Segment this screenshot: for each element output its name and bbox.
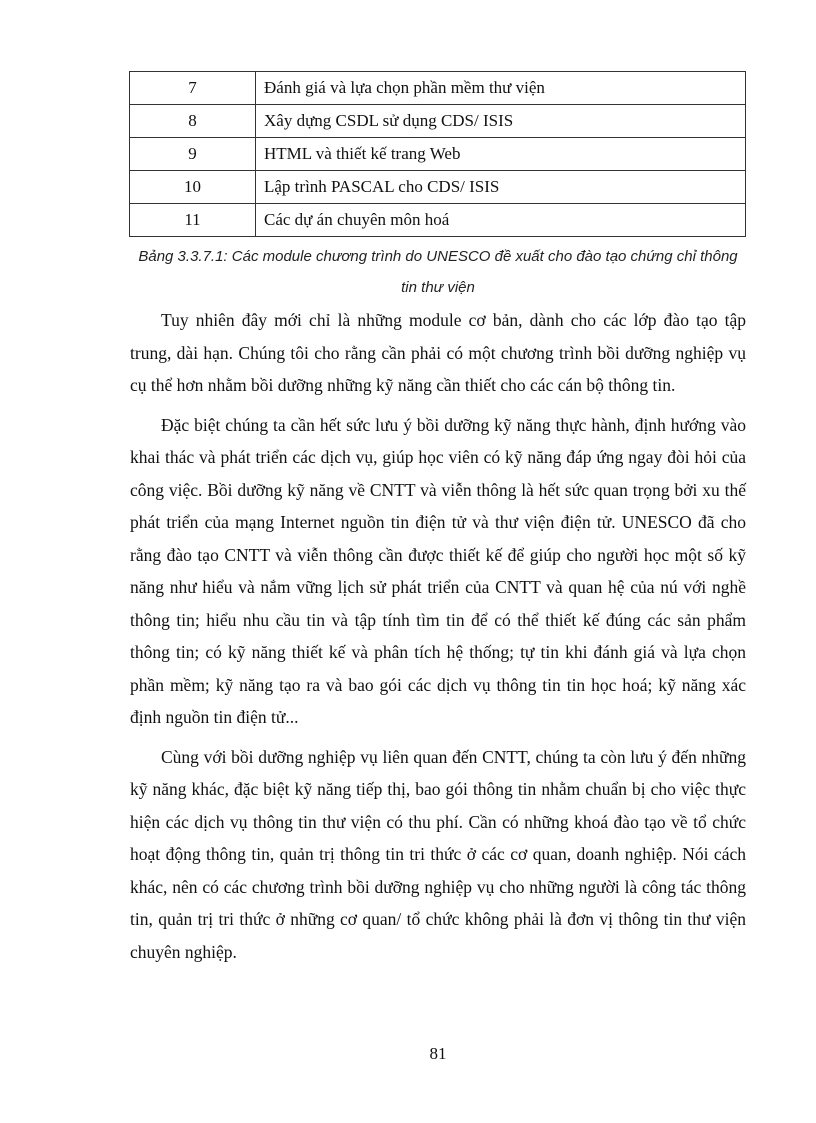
row-number: 10	[130, 171, 256, 204]
table-row	[130, 105, 746, 138]
row-number: 9	[130, 138, 256, 171]
paragraph: Đặc biệt chúng ta cần hết sức lưu ý bồi dưỡng kỹ năng thực hành, định hướng vào khai thác và phát triển các dịch vụ, giúp học viên có kỹ năng đáp ứng ngay đòi hỏi của công việc. Bồi dưỡng kỹ năng về CNTT và viễn thông là hết sức quan trọng bởi xu thế phát triển của mạng Internet nguồn tin điện tử và thư viện điện tử. UNESCO đã cho rằng đào tạo CNTT và viễn thông cần được thiết kế để giúp cho người học một số kỹ năng như hiểu và nắm vững lịch sử phát triển của CNTT và quan hệ của nú với nghề thông tin; hiểu nhu cầu tin và tập tính tìm tin để có thể thiết kế đúng các sản phẩm thông tin; có kỹ năng thiết kế và phân tích hệ thống; tự tin khi đánh giá và lựa chọn phần mềm; kỹ năng tạo ra và bao gói các dịch vụ thông tin tin học hoá; kỹ năng xác định nguồn tin điện tử...	[130, 414, 746, 727]
page-number: 81	[429, 1044, 447, 1063]
module-title: Đánh giá và lựa chọn phần mềm thư viện	[256, 72, 746, 105]
module-title: Các dự án chuyên môn hoá	[256, 204, 746, 237]
row-number: 8	[130, 105, 256, 138]
row-number: 11	[130, 204, 256, 237]
body-text	[130, 304, 746, 968]
table-row	[130, 171, 746, 204]
module-title: HTML và thiết kế trang Web	[256, 138, 746, 171]
table-caption: Bảng 3.3.7.1: Các module chương trình do UNESCO đề xuất cho đào tạo chứng chỉ thông tin thư viện	[138, 248, 738, 296]
table-row	[130, 138, 746, 171]
table-row	[130, 204, 746, 237]
row-number: 7	[130, 72, 256, 105]
table-row	[130, 72, 746, 105]
module-title: Xây dựng CSDL sử dụng CDS/ ISIS	[256, 105, 746, 138]
module-title: Lập trình PASCAL cho CDS/ ISIS	[256, 171, 746, 204]
module-table	[129, 71, 746, 237]
paragraph: Tuy nhiên đây mới chỉ là những module cơ bản, dành cho các lớp đào tạo tập trung, dài hạn. Chúng tôi cho rằng cần phải có một chương trình bồi dưỡng nghiệp vụ cụ thể hơn nhằm bồi dưỡng những kỹ năng cần thiết cho các cán bộ thông tin.	[130, 310, 746, 395]
paragraph: Cùng với bồi dưỡng nghiệp vụ liên quan đến CNTT, chúng ta còn lưu ý đến những kỹ năng khác, đặc biệt kỹ năng tiếp thị, bao gói thông tin nhằm chuẩn bị cho việc thực hiện các dịch vụ thông tin thư viện có thu phí. Cần có những khoá đào tạo về tổ chức hoạt động thông tin, quản trị thông tin tri thức ở các cơ quan, doanh nghiệp. Nói cách khác, nên có các chương trình bồi dưỡng nghiệp vụ cho những người là công tác thông tin, quản trị tri thức ở những cơ quan/ tổ chức không phải là đơn vị thông tin thư viện chuyên nghiệp.	[130, 746, 746, 962]
